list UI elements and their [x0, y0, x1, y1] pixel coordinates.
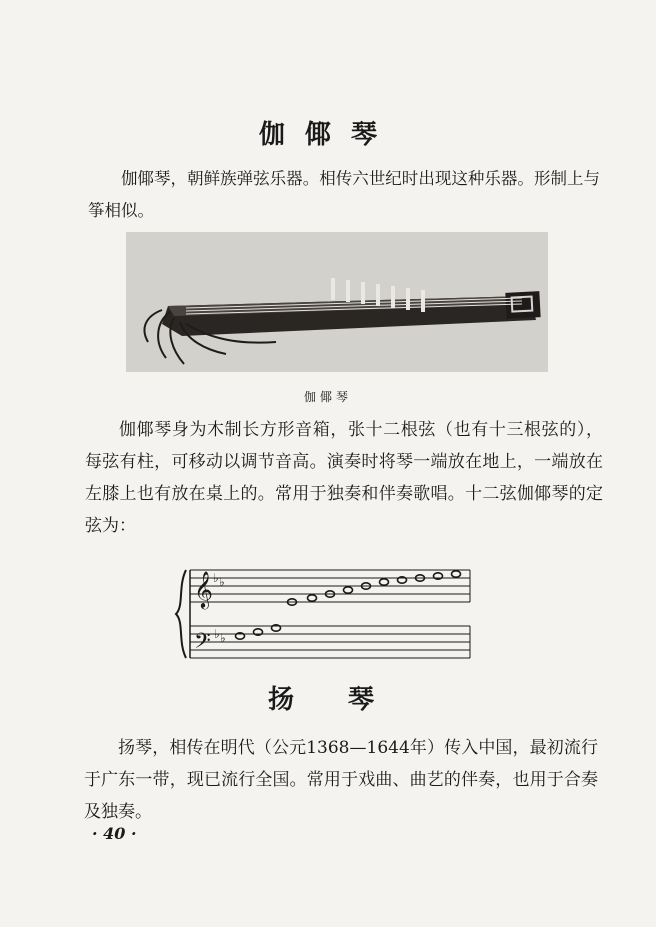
gayageum-photo — [126, 232, 548, 372]
svg-text:♭: ♭ — [219, 575, 225, 589]
svg-text:♭: ♭ — [213, 571, 219, 585]
yangqin-paragraph: 扬琴，相传在明代（公元1368—1644年）传入中国，最初流行于广东一带，现已流行全国。常用于戏曲、曲艺的伴奏，也用于合奏及独奏。 — [84, 738, 598, 822]
description-paragraph: 伽倻琴身为木制长方形音箱，张十二根弦（也有十三根弦的），每弦有柱，可移动以调节音高。演奏时将琴一端放在地上，一端放在左膝上也有放在桌上的。常用于独奏和伴奏歌唱。十二弦伽倻琴的定弦为： — [85, 420, 603, 536]
svg-text:𝄞: 𝄞 — [194, 570, 213, 608]
figure-caption: 伽倻琴 — [303, 390, 352, 404]
tuning-staff — [170, 556, 480, 662]
page-number: · 40 · — [92, 824, 137, 843]
intro-paragraph: 伽倻琴，朝鲜族弹弦乐器。相传六世纪时出现这种乐器。形制上与筝相似。 — [88, 169, 600, 220]
svg-text:♭: ♭ — [214, 627, 220, 641]
svg-text:♭: ♭ — [220, 631, 226, 645]
section-title-gayageum: 伽倻琴 — [258, 120, 397, 150]
section-title-yangqin: 扬琴 — [267, 685, 428, 715]
svg-text:𝄢: 𝄢 — [194, 629, 211, 659]
